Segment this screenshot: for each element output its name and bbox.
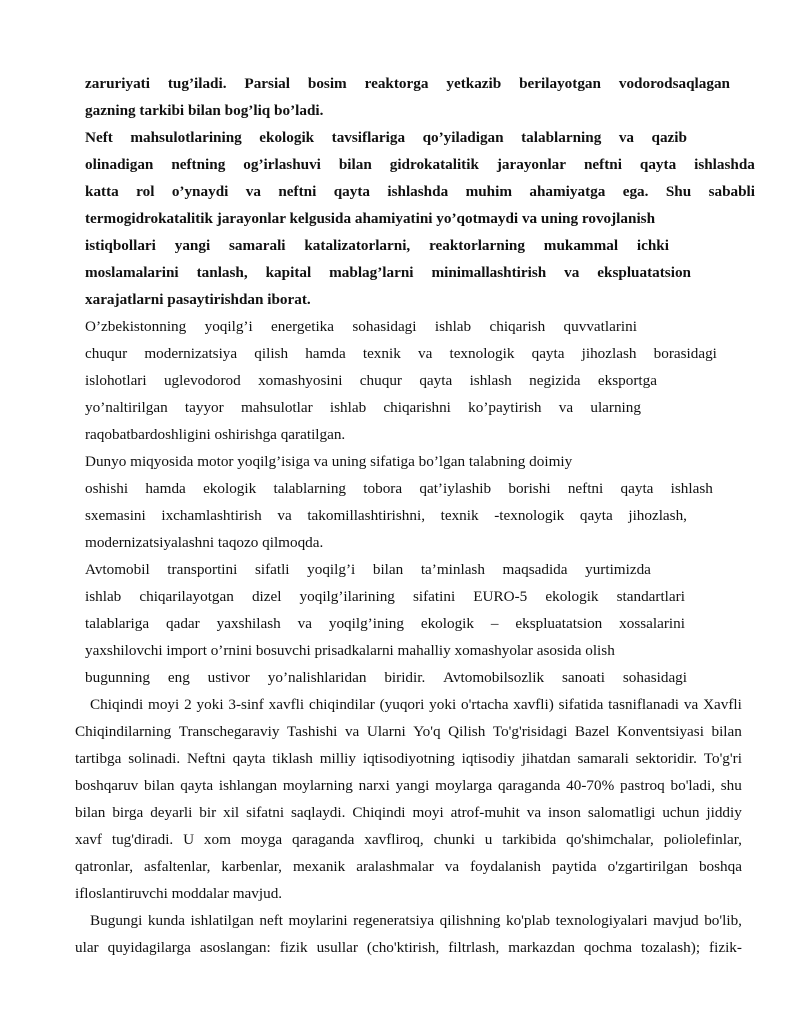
word: ichki bbox=[636, 237, 669, 254]
word: qilish bbox=[254, 345, 289, 362]
word: tasniflanadi bbox=[608, 696, 680, 713]
word: Transchegaraviy bbox=[178, 723, 280, 740]
word: dizel bbox=[251, 588, 282, 605]
word: texnologik bbox=[449, 345, 515, 362]
word: maqsadida bbox=[502, 561, 568, 578]
word: negizida bbox=[529, 372, 581, 389]
p1-line-2: gazning tarkibi bilan bog’liq bo’ladi. bbox=[85, 102, 324, 119]
word: karbenlar, bbox=[221, 858, 282, 875]
word: moslamalarini bbox=[85, 264, 179, 281]
word: neft bbox=[259, 912, 283, 929]
word: chiqarilayotgan bbox=[139, 588, 234, 605]
word: vodorodsaqlagan bbox=[618, 75, 730, 92]
word: ishlash bbox=[469, 372, 512, 389]
word: ishlatilgan bbox=[190, 912, 254, 929]
word: neftni bbox=[567, 480, 604, 497]
word: talablarning bbox=[521, 129, 602, 146]
p7-line-1 bbox=[90, 911, 742, 931]
word: jihozlash, bbox=[628, 507, 687, 524]
word: yaxshilash bbox=[216, 615, 281, 632]
word: eng bbox=[167, 669, 190, 686]
word: qaraganda bbox=[292, 831, 355, 848]
word: ekologik bbox=[420, 615, 474, 632]
p5-line-2 bbox=[85, 587, 685, 607]
word: mexanik bbox=[292, 858, 346, 875]
word: xavf bbox=[75, 831, 102, 848]
word: poliolefinlar, bbox=[663, 831, 742, 848]
word: sektoridir. bbox=[635, 750, 697, 767]
word: saqlaydi. bbox=[291, 804, 346, 821]
word: moylarga bbox=[435, 777, 493, 794]
word: moylarning bbox=[282, 777, 353, 794]
word: borasidagi bbox=[653, 345, 717, 362]
word: ishlangan bbox=[218, 777, 278, 794]
p3-line-5: raqobatbardoshligini oshirishga qaratilgan. bbox=[85, 426, 346, 443]
word: – bbox=[490, 615, 499, 632]
word: -texnologik bbox=[494, 507, 565, 524]
word: qat’iylashib bbox=[419, 480, 492, 497]
p5-line-1 bbox=[85, 560, 651, 580]
word: yangi bbox=[395, 777, 430, 794]
word: uglevodorod bbox=[163, 372, 241, 389]
word: milliy bbox=[319, 750, 356, 767]
word: transportini bbox=[167, 561, 238, 578]
word: boshqa bbox=[698, 858, 742, 875]
word: To'g'ri bbox=[703, 750, 742, 767]
word: yurtimizda bbox=[585, 561, 651, 578]
word: u bbox=[484, 831, 493, 848]
word: ishlab bbox=[329, 399, 367, 416]
word: iqtisodiyotning bbox=[362, 750, 455, 767]
word: sifatli bbox=[254, 561, 290, 578]
word: bugunning bbox=[85, 669, 150, 686]
word: chiqarishni bbox=[383, 399, 451, 416]
word: qayta bbox=[620, 480, 654, 497]
word: solinadi. bbox=[128, 750, 181, 767]
word: qaraganda bbox=[497, 777, 561, 794]
word: sohasidagi bbox=[622, 669, 687, 686]
word: Konventsiyasi bbox=[617, 723, 704, 740]
word: ko’paytirish bbox=[468, 399, 542, 416]
word: va bbox=[444, 858, 460, 875]
p6-line-5 bbox=[75, 803, 742, 823]
word: sohasidagi bbox=[352, 318, 417, 335]
word: ega. bbox=[622, 183, 649, 200]
word: bo'lib, bbox=[704, 912, 742, 929]
word: foydalanish bbox=[470, 858, 541, 875]
word: yo’nalishlaridan bbox=[267, 669, 367, 686]
word: texnik bbox=[440, 507, 479, 524]
word: o'rtacha bbox=[461, 696, 509, 713]
word: jiddiy bbox=[706, 804, 742, 821]
word: tug'diradi. bbox=[111, 831, 174, 848]
word: O’zbekistonning bbox=[85, 318, 187, 335]
p2-line-6 bbox=[85, 263, 691, 283]
word: ekologik bbox=[545, 588, 599, 605]
word: istiqbollari bbox=[85, 237, 156, 254]
word: xom bbox=[203, 831, 231, 848]
word: chiqindilar bbox=[308, 696, 375, 713]
word: tanlash, bbox=[196, 264, 248, 281]
word: moyi bbox=[148, 696, 180, 713]
word: hamda bbox=[305, 345, 346, 362]
word: ishlash bbox=[670, 480, 713, 497]
word: reaktorlarning bbox=[429, 237, 525, 254]
word: va bbox=[558, 399, 574, 416]
word: usullar bbox=[316, 939, 358, 956]
p4-line-3 bbox=[85, 506, 687, 526]
word: Avtomobil bbox=[85, 561, 150, 578]
word: yoki bbox=[196, 696, 224, 713]
word: ishlab bbox=[85, 588, 122, 605]
word: Bazel bbox=[574, 723, 610, 740]
p5-line-3 bbox=[85, 614, 685, 634]
word: gidrokatalitik bbox=[389, 156, 479, 173]
word: mahsulotlar bbox=[240, 399, 313, 416]
word: bosim bbox=[307, 75, 347, 92]
word: Xavfli bbox=[703, 696, 742, 713]
word: muhim bbox=[465, 183, 512, 200]
word: xavfli) bbox=[513, 696, 554, 713]
word: tozalash); bbox=[641, 939, 701, 956]
word: iqtisodiy bbox=[461, 750, 515, 767]
word: chuqur bbox=[359, 372, 402, 389]
word: eksportga bbox=[597, 372, 657, 389]
word: qazib bbox=[651, 129, 687, 146]
p3-line-1 bbox=[85, 317, 637, 337]
word: xil bbox=[223, 804, 240, 821]
word: rol bbox=[136, 183, 155, 200]
word: ahamiyatga bbox=[529, 183, 606, 200]
word: samarali bbox=[229, 237, 286, 254]
word: ishlashda bbox=[694, 156, 755, 173]
word: qayta bbox=[639, 156, 677, 173]
word: boshqaruv bbox=[75, 777, 139, 794]
word: va bbox=[526, 804, 542, 821]
word: sxemasini bbox=[85, 507, 146, 524]
word: yo’naltirilgan bbox=[85, 399, 168, 416]
word: katalizatorlarni, bbox=[304, 237, 411, 254]
word: To'g'risidagi bbox=[492, 723, 568, 740]
word: jarayonlar bbox=[496, 156, 567, 173]
word: oshishi bbox=[85, 480, 129, 497]
word: qo'shimchalar, bbox=[566, 831, 654, 848]
word: bo'ladi, bbox=[670, 777, 715, 794]
p5-line-4: yaxshilovchi import o’rnini bosuvchi prisadkalarni mahalliy xomashyolar asosida olish bbox=[85, 642, 615, 659]
word: qayta bbox=[180, 777, 214, 794]
word: xavfliroq, bbox=[364, 831, 424, 848]
p2-line-3 bbox=[85, 182, 755, 202]
word: asfaltenlar, bbox=[144, 858, 211, 875]
word: qayta bbox=[579, 507, 613, 524]
p2-line-4: termogidrokatalitik jarayonlar kelgusida ahamiyatini yo’qotmaydi va uning rovojlanish bbox=[85, 210, 656, 227]
word: va bbox=[297, 615, 312, 632]
word: yetkazib bbox=[446, 75, 502, 92]
word: tavsiflariga bbox=[331, 129, 406, 146]
word: ustivor bbox=[207, 669, 250, 686]
word: qayta bbox=[419, 372, 453, 389]
word: zaruriyati bbox=[85, 75, 150, 92]
word: 40-70% bbox=[566, 777, 615, 794]
word: quyidagilarga bbox=[107, 939, 191, 956]
word: neftning bbox=[171, 156, 226, 173]
word: reaktorga bbox=[364, 75, 429, 92]
word: hamda bbox=[145, 480, 186, 497]
word: moylarini bbox=[288, 912, 348, 929]
word: bilan bbox=[338, 156, 372, 173]
word: qayta bbox=[531, 345, 565, 362]
word: ular bbox=[75, 939, 99, 956]
word: ekspluatatsion bbox=[515, 615, 603, 632]
word: qayta bbox=[232, 750, 266, 767]
word: xomashyosini bbox=[258, 372, 343, 389]
word: mukammal bbox=[543, 237, 619, 254]
word: sifatni bbox=[246, 804, 285, 821]
word: qadar bbox=[165, 615, 200, 632]
p6-line-6 bbox=[75, 830, 742, 850]
word: yangi bbox=[174, 237, 211, 254]
word: yoki bbox=[429, 696, 457, 713]
word: yoqilg’i bbox=[204, 318, 253, 335]
word: ekologik bbox=[203, 480, 257, 497]
word: neftni bbox=[278, 183, 317, 200]
word: xossalarini bbox=[619, 615, 685, 632]
word: qatronlar, bbox=[75, 858, 134, 875]
p4-line-1: Dunyo miqyosida motor yoqilg’isiga va uning sifatiga bo’lgan talabning doimiy bbox=[85, 453, 573, 470]
word: chuqur bbox=[85, 345, 128, 362]
word: atrof-muhit bbox=[450, 804, 520, 821]
word: bir bbox=[199, 804, 217, 821]
word: takomillashtirishni, bbox=[307, 507, 426, 524]
word: fizik bbox=[279, 939, 308, 956]
word: salomatligi bbox=[587, 804, 656, 821]
p6-line-2 bbox=[75, 722, 742, 742]
word: samarali bbox=[577, 750, 629, 767]
word: Parsial bbox=[244, 75, 290, 92]
word: fizik- bbox=[709, 939, 742, 956]
p2-line-2 bbox=[85, 155, 755, 175]
p3-line-2 bbox=[85, 344, 717, 364]
word: xavfli bbox=[268, 696, 305, 713]
word: mavjud bbox=[653, 912, 699, 929]
word: shu bbox=[720, 777, 742, 794]
word: og’irlashuvi bbox=[243, 156, 321, 173]
word: ta’minlash bbox=[420, 561, 485, 578]
word: berilayotgan bbox=[519, 75, 601, 92]
word: va bbox=[344, 723, 360, 740]
word: moyi bbox=[412, 804, 444, 821]
word: ishlab bbox=[434, 318, 472, 335]
word: (yuqori bbox=[379, 696, 425, 713]
word: tarkibida bbox=[502, 831, 557, 848]
word: bilan bbox=[372, 561, 404, 578]
word: 3-sinf bbox=[228, 696, 264, 713]
word: Chiqindi bbox=[90, 696, 144, 713]
word: 2 bbox=[184, 696, 192, 713]
word: qayta bbox=[333, 183, 370, 200]
word: va bbox=[618, 129, 634, 146]
word: energetika bbox=[271, 318, 335, 335]
word: va bbox=[564, 264, 580, 281]
word: biridir. bbox=[384, 669, 426, 686]
word: yoqilg’ining bbox=[328, 615, 404, 632]
word: mablag’larni bbox=[329, 264, 414, 281]
word: va bbox=[277, 507, 292, 524]
word: ko'plab bbox=[505, 912, 551, 929]
word: minimallashtirish bbox=[431, 264, 547, 281]
p6-line-7 bbox=[75, 857, 742, 877]
word: ekologik bbox=[259, 129, 315, 146]
p1-line-1 bbox=[85, 74, 730, 94]
word: talablarning bbox=[273, 480, 347, 497]
word: chunki bbox=[433, 831, 475, 848]
word: Avtomobilsozlik bbox=[443, 669, 545, 686]
p6-line-1 bbox=[90, 695, 742, 715]
word: texnik bbox=[362, 345, 401, 362]
word: mahsulotlarining bbox=[130, 129, 242, 146]
p3-line-4 bbox=[85, 398, 641, 418]
p6-line-3 bbox=[75, 749, 742, 769]
word: qochma bbox=[583, 939, 632, 956]
word: texnologiyalari bbox=[555, 912, 648, 929]
word: paytida bbox=[551, 858, 597, 875]
word: tayyor bbox=[184, 399, 224, 416]
word: quvvatlarini bbox=[563, 318, 637, 335]
word: sababli bbox=[708, 183, 755, 200]
word: o’ynaydi bbox=[171, 183, 229, 200]
word: kunda bbox=[147, 912, 185, 929]
word: moyga bbox=[240, 831, 283, 848]
p6-line-8: ifloslantiruvchi moddalar mavjud. bbox=[75, 885, 283, 902]
p2-line-5 bbox=[85, 236, 669, 256]
word: Neft bbox=[85, 129, 113, 146]
word: islohotlari bbox=[85, 372, 147, 389]
word: regeneratsiya bbox=[353, 912, 435, 929]
word: va bbox=[417, 345, 433, 362]
word: pastroq bbox=[620, 777, 665, 794]
word: uchun bbox=[662, 804, 700, 821]
word: talablariga bbox=[85, 615, 150, 632]
word: Shu bbox=[665, 183, 692, 200]
word: va bbox=[683, 696, 699, 713]
word: tobora bbox=[363, 480, 403, 497]
p4-line-2 bbox=[85, 479, 713, 499]
word: Neftni bbox=[186, 750, 226, 767]
word: tug’iladi. bbox=[167, 75, 227, 92]
word: yoqilg’i bbox=[307, 561, 356, 578]
word: U bbox=[183, 831, 195, 848]
word: ularning bbox=[590, 399, 641, 416]
word: (cho'ktirish, bbox=[366, 939, 440, 956]
word: olinadigan bbox=[85, 156, 154, 173]
word: jihatdan bbox=[521, 750, 571, 767]
word: asoslangan: bbox=[199, 939, 271, 956]
word: birga bbox=[112, 804, 144, 821]
p2-line-7: xarajatlarni pasaytirishdan iborat. bbox=[85, 291, 311, 308]
word: sanoati bbox=[561, 669, 605, 686]
word: modernizatsiya bbox=[144, 345, 238, 362]
word: aralashmalar bbox=[356, 858, 434, 875]
p6-line-4 bbox=[75, 776, 742, 796]
word: Ularni bbox=[366, 723, 406, 740]
word: chiqarish bbox=[489, 318, 546, 335]
word: Chiqindi bbox=[352, 804, 406, 821]
p3-line-3 bbox=[85, 371, 657, 391]
word: sifatida bbox=[558, 696, 604, 713]
word: neftni bbox=[583, 156, 622, 173]
word: Chiqindilarning bbox=[75, 723, 172, 740]
word: qilishning bbox=[439, 912, 501, 929]
word: jihozlash bbox=[581, 345, 637, 362]
p4-line-4: modernizatsiyalashni taqozo qilmoqda. bbox=[85, 534, 324, 551]
word: va bbox=[245, 183, 261, 200]
word: yoqilg’ilarining bbox=[299, 588, 395, 605]
word: qo’yiladigan bbox=[422, 129, 504, 146]
word: sifatini bbox=[412, 588, 456, 605]
word: inson bbox=[548, 804, 581, 821]
word: narxi bbox=[358, 777, 390, 794]
word: tartibga bbox=[75, 750, 122, 767]
word: o'zgartirilgan bbox=[607, 858, 688, 875]
p7-line-2 bbox=[75, 938, 742, 958]
word: bilan bbox=[144, 777, 175, 794]
word: EURO-5 bbox=[473, 588, 528, 605]
word: ishlashda bbox=[387, 183, 449, 200]
word: markazdan bbox=[508, 939, 575, 956]
word: Tashishi bbox=[286, 723, 338, 740]
word: Yo'q bbox=[413, 723, 441, 740]
word: Bugungi bbox=[90, 912, 143, 929]
word: tiklash bbox=[272, 750, 313, 767]
word: Qilish bbox=[448, 723, 486, 740]
word: filtrlash, bbox=[448, 939, 500, 956]
p5-line-5 bbox=[85, 668, 687, 688]
word: katta bbox=[85, 183, 119, 200]
word: ekspluatatsion bbox=[597, 264, 691, 281]
word: borishi bbox=[508, 480, 551, 497]
word: bilan bbox=[75, 804, 106, 821]
word: ixchamlashtirish bbox=[161, 507, 262, 524]
p2-line-1 bbox=[85, 128, 687, 148]
word: bilan bbox=[711, 723, 742, 740]
word: deyarli bbox=[150, 804, 193, 821]
word: kapital bbox=[265, 264, 312, 281]
word: standartlari bbox=[616, 588, 685, 605]
